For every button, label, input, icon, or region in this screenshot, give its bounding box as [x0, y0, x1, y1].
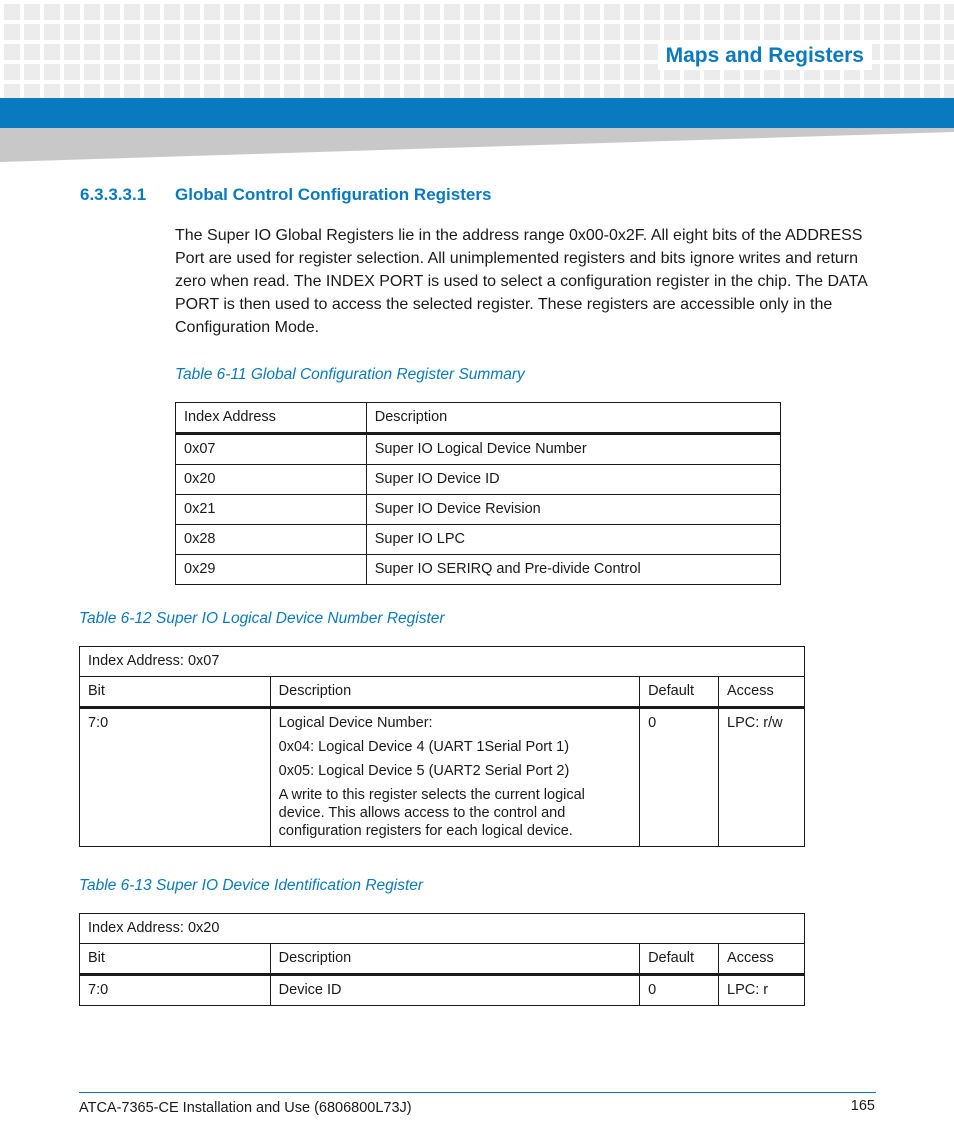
footer-rule [79, 1092, 876, 1093]
header-cell: Description [270, 677, 639, 708]
table-cell: 0x07 [176, 434, 367, 465]
header-cell: Default [640, 944, 719, 975]
body-paragraph: The Super IO Global Registers lie in the address range 0x00-0x2F. All eight bits of the ADDRESS Port are used for register selection. All unimplemented registers and bits ignore writes and return zero when read. The INDEX PORT is used to select a configuration register in the chip. The DATA PORT is then used to access the selected register. These registers are accessible only in the Configuration Mode. [175, 227, 867, 336]
description-line: Logical Device Number: [278, 715, 433, 731]
chapter-title: Maps and Registers [658, 42, 872, 70]
table-header-row [80, 944, 805, 975]
description-cell: Device ID [270, 975, 639, 1006]
table-12-caption: Table 6-12 Super IO Logical Device Number Register [79, 610, 445, 627]
header-cell: Description [270, 944, 639, 975]
header-cell: Bit [80, 677, 271, 708]
header-cell: Bit [80, 944, 271, 975]
bit-cell: 7:0 [80, 975, 271, 1006]
page-number: 165 [850, 1098, 875, 1114]
index-row [80, 647, 805, 677]
description-line: 0x04: Logical Device 4 (UART 1Serial Port 1) [278, 739, 570, 755]
table-row [176, 465, 781, 495]
table-cell: Super IO Device Revision [366, 495, 780, 525]
table-cell: Super IO LPC [366, 525, 780, 555]
header-cell: Access [719, 677, 805, 708]
access-cell: LPC: r/w [719, 708, 805, 847]
header-cell: Access [719, 944, 805, 975]
table-11 [175, 402, 781, 585]
description-cell [270, 708, 639, 847]
table-row [176, 434, 781, 465]
table-row [176, 525, 781, 555]
table-13-caption: Table 6-13 Super IO Device Identification Register [79, 877, 424, 894]
table-cell: Super IO SERIRQ and Pre-divide Control [366, 555, 780, 585]
table-row [176, 495, 781, 525]
default-cell: 0 [640, 975, 719, 1006]
description-line: A write to this register selects the current logical device. This allows access to the control and configuration registers for each logical device. [278, 787, 585, 839]
header-wedge [0, 128, 954, 164]
header-bar [0, 98, 954, 128]
index-row [80, 914, 805, 944]
section-number: 6.3.3.3.1 [80, 185, 147, 204]
table-cell: 0x20 [176, 465, 367, 495]
index-address-cell: Index Address: 0x20 [80, 914, 805, 944]
table-cell: Super IO Device ID [366, 465, 780, 495]
description-line: 0x05: Logical Device 5 (UART2 Serial Port 2) [278, 763, 570, 779]
access-cell: LPC: r [719, 975, 805, 1006]
header-cell: Default [640, 677, 719, 708]
table-header-row [176, 403, 781, 434]
header-cell: Description [366, 403, 780, 434]
table-cell: 0x28 [176, 525, 367, 555]
section-heading [80, 185, 491, 205]
table-13 [79, 913, 805, 1006]
table-cell: Super IO Logical Device Number [366, 434, 780, 465]
table-12 [79, 646, 805, 847]
table-header-row [80, 677, 805, 708]
table-row [176, 555, 781, 585]
default-cell: 0 [640, 708, 719, 847]
table-row [80, 708, 805, 847]
table-cell: 0x21 [176, 495, 367, 525]
table-cell: 0x29 [176, 555, 367, 585]
header-cell: Index Address [176, 403, 367, 434]
index-address-cell: Index Address: 0x07 [80, 647, 805, 677]
section-title: Global Control Configuration Registers [175, 185, 492, 204]
bit-cell: 7:0 [80, 708, 271, 847]
table-11-caption: Table 6-11 Global Configuration Register Summary [175, 366, 525, 383]
table-row [80, 975, 805, 1006]
footer-document-title: ATCA-7365-CE Installation and Use (6806800L73J) [79, 1100, 412, 1116]
